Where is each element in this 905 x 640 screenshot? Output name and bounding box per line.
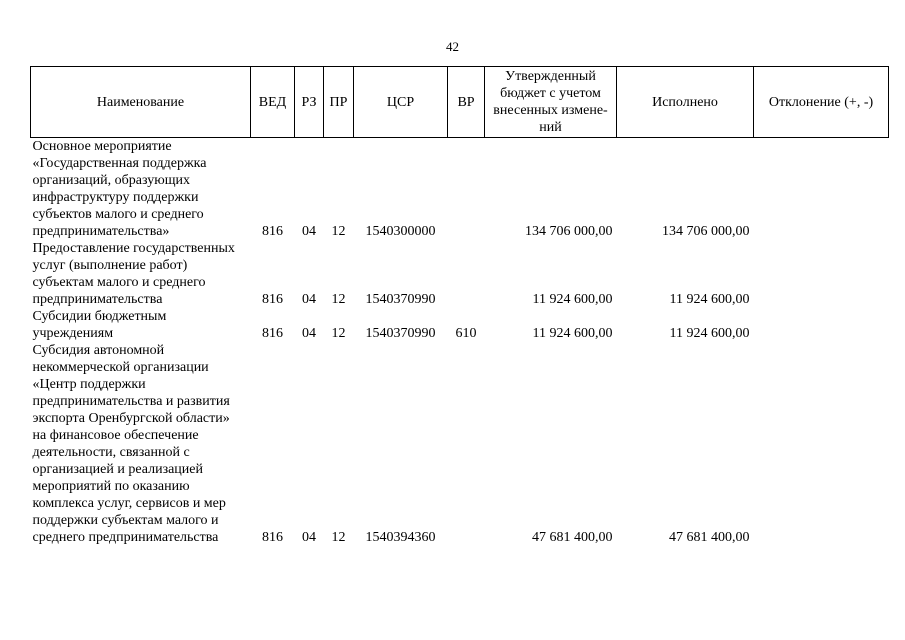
row-ved: 816 [262,224,283,239]
row-name: Субсидии бюджетным учреждениям [32,309,167,341]
header-ved: ВЕД [251,67,295,138]
row-deviation [754,308,889,342]
row-ved: 816 [262,530,283,545]
row-rz: 04 [302,292,316,307]
row-pr: 12 [331,326,346,341]
row-deviation [754,138,889,241]
row-deviation [754,342,889,546]
row-approved: 11 924 600,00 [532,326,613,341]
page-number: 42 [446,39,459,54]
row-csr: 1540300000 [365,224,436,239]
row-deviation [754,240,889,308]
row-pr: 12 [331,530,346,545]
row-vr [448,342,485,546]
header-deviation: Отклонение (+, -) [754,67,889,138]
row-ved: 816 [262,326,283,341]
row-executed: 11 924 600,00 [669,326,750,341]
row-executed: 134 706 000,00 [662,224,750,239]
row-rz: 04 [302,326,316,341]
row-approved: 134 706 000,00 [525,224,613,239]
table-row [31,138,889,241]
row-name: Основное мероприятие «Государственная поддержка организаций, образующих инфраструктуру поддержки субъектов малого и среднего предпринимательства» [32,139,207,239]
row-rz: 04 [302,224,316,239]
row-approved: 47 681 400,00 [532,530,613,545]
row-vr: 610 [455,326,477,341]
row-name: Субсидия автономной некоммерческой организации «Центр поддержки предпринимательства и развития экспорта Оренбургской области» на финансовое обеспечение деятельности, связанной с организацией и реализацией мероприятий по оказанию комплекса услуг, сервисов и мер поддержки субъектам малого и среднего предпринимательства [32,343,230,545]
row-csr: 1540370990 [365,326,436,341]
header-rz: РЗ [295,67,324,138]
row-executed: 11 924 600,00 [669,292,750,307]
row-ved: 816 [262,292,283,307]
row-rz: 04 [302,530,316,545]
row-pr: 12 [331,224,346,239]
row-vr [448,138,485,241]
row-approved: 11 924 600,00 [532,292,613,307]
header-approved-budget: Утвержденный бюджет с учетом внесенных измене-ний [485,67,617,138]
header-name: Наименование [31,67,251,138]
row-executed: 47 681 400,00 [669,530,750,545]
header-pr: ПР [324,67,354,138]
header-csr: ЦСР [354,67,448,138]
table-row [31,342,889,546]
row-pr: 12 [331,292,346,307]
table-row [31,240,889,308]
row-csr: 1540370990 [365,292,436,307]
table-header-row [31,67,889,138]
table-row [31,308,889,342]
row-csr: 1540394360 [365,530,436,545]
budget-execution-table [30,66,889,546]
row-vr [448,240,485,308]
header-vr: ВР [448,67,485,138]
header-executed: Исполнено [617,67,754,138]
row-name: Предоставление государственных услуг (выполнение работ) субъектам малого и среднего предпринимательства [32,241,235,307]
